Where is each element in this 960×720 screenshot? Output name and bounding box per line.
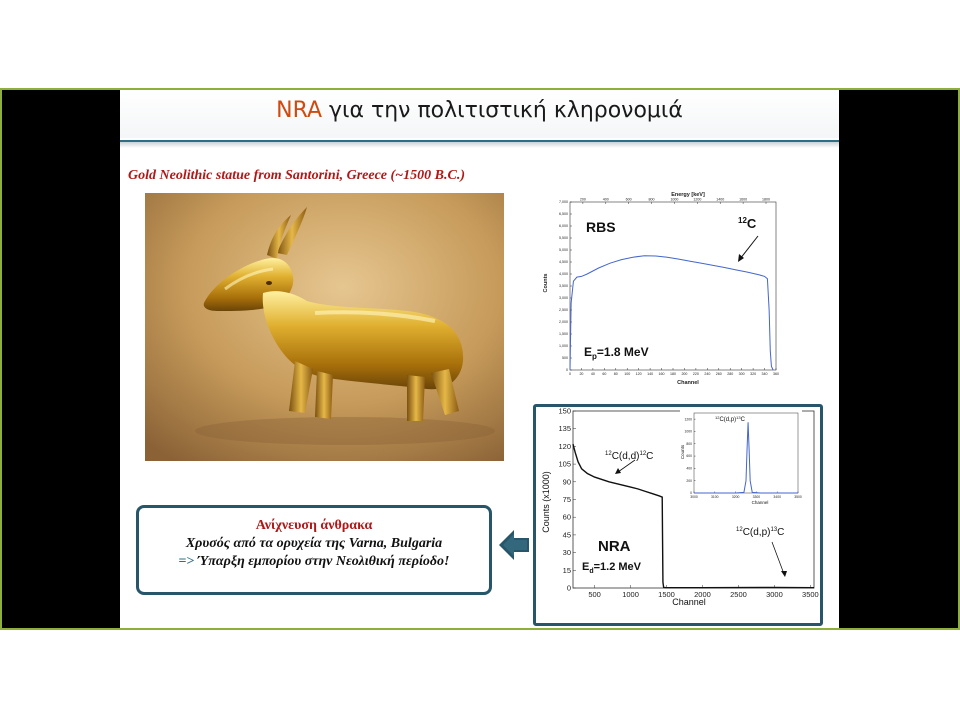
rbs-y-tick-label: 3,500 xyxy=(559,284,568,289)
nra-x-tick-label: 500 xyxy=(588,590,601,599)
rbs-label: RBS xyxy=(586,219,616,235)
rbs-x-tick-label: 360 xyxy=(773,372,779,377)
callout-arrow-symbol: => xyxy=(178,554,195,569)
rbs-energy-e: E xyxy=(584,345,593,359)
rbs-y-tick-label: 1,000 xyxy=(559,344,568,349)
rbs-x-tick-label: 0 xyxy=(569,372,571,377)
inset-annot-m2: 13 xyxy=(736,415,741,420)
rbs-x-tick-label: 340 xyxy=(761,372,768,377)
rbs-top-tick-label: 1400 xyxy=(716,197,725,202)
slide xyxy=(120,90,839,628)
rbs-y-tick-label: 2,500 xyxy=(559,308,568,313)
svg-text:12C(d,d)12C xyxy=(605,451,653,462)
nra-energy-sub: d xyxy=(589,568,594,575)
rbs-top-tick-label: 600 xyxy=(625,197,632,202)
rbs-x-tick-label: 60 xyxy=(602,372,607,377)
nra-y-tick-label: 105 xyxy=(558,459,571,469)
rbs-x-tick-label: 200 xyxy=(681,372,688,377)
inset-x-label: Channel xyxy=(751,500,769,505)
rbs-x-tick-label: 120 xyxy=(635,372,642,377)
nra-x-tick-label: 1500 xyxy=(658,590,675,599)
rbs-x-tick-label: 80 xyxy=(613,372,618,377)
rbs-y-tick-label: 0 xyxy=(566,368,568,373)
inset-x-tick-label: 3500 xyxy=(794,494,802,499)
rbs-top-axis-label: Energy [keV] xyxy=(671,192,705,198)
rbs-top-tick-label: 200 xyxy=(579,197,586,202)
title-shadow xyxy=(120,142,839,148)
nra-x-tick-label: 2000 xyxy=(694,590,711,599)
left-arrow-icon xyxy=(497,527,531,563)
nra-y-tick-label: 135 xyxy=(558,424,571,434)
nra-y-tick-label: 45 xyxy=(562,530,571,540)
inset-y-tick-label: 1000 xyxy=(684,429,692,434)
rbs-top-tick-label: 800 xyxy=(648,197,655,202)
nra-x-tick-label: 3500 xyxy=(802,590,819,599)
rbs-annot-mass: 12 xyxy=(738,216,747,225)
inset-y-tick-label: 1200 xyxy=(684,417,692,422)
nra-y-tick-label: 15 xyxy=(562,565,571,575)
svg-text:12C(d,p)13C xyxy=(715,415,746,423)
inset-annot-m1: 12 xyxy=(715,415,720,420)
rbs-top-tick-label: 1000 xyxy=(670,197,679,202)
rbs-energy-value: =1.8 MeV xyxy=(596,345,649,359)
rbs-y-tick-label: 6,500 xyxy=(559,212,568,217)
rbs-energy-sub: p xyxy=(592,352,597,361)
nra-energy-e: E xyxy=(582,561,590,573)
rbs-x-tick-label: 280 xyxy=(727,372,734,377)
rbs-x-tick-label: 160 xyxy=(658,372,665,377)
inset-x-tick-label: 3200 xyxy=(731,494,740,499)
rbs-x-tick-label: 100 xyxy=(624,372,631,377)
rbs-x-tick-label: 240 xyxy=(704,372,711,377)
rbs-y-tick-label: 2,000 xyxy=(559,320,568,325)
inset-y-label: Counts xyxy=(680,444,685,460)
nra-y-tick-label: 30 xyxy=(562,548,571,558)
rbs-y-label: Counts xyxy=(543,273,549,293)
carbon-detection-callout xyxy=(136,505,492,595)
nra-x-tick-label: 1000 xyxy=(622,590,639,599)
nra-y-tick-label: 60 xyxy=(562,512,571,522)
rbs-x-tick-label: 300 xyxy=(738,372,745,377)
title-highlight: NRA xyxy=(276,98,323,123)
nra-label: NRA xyxy=(598,538,631,555)
inset-annot-b: C xyxy=(740,417,745,423)
nra-y-tick-label: 90 xyxy=(562,477,571,487)
nra-x-tick-label: 2500 xyxy=(730,590,747,599)
rbs-y-tick-label: 500 xyxy=(562,356,568,361)
photo-caption: Gold Neolithic statue from Santorini, Greece (~1500 B.C.) xyxy=(128,168,465,183)
callout-line3-text: Ύπαρξη εμπορίου στην Νεολιθική περίοδο! xyxy=(194,554,450,569)
rbs-y-tick-label: 6,000 xyxy=(559,224,568,229)
rbs-y-tick-label: 5,000 xyxy=(559,248,568,253)
rbs-x-tick-label: 20 xyxy=(579,372,584,377)
inset-y-tick-label: 400 xyxy=(686,466,692,471)
goat-statue-photo xyxy=(145,193,504,461)
rbs-x-tick-label: 220 xyxy=(692,372,699,377)
nra-annot1-b: C xyxy=(646,451,654,462)
nra-annot1-a: C(d,d) xyxy=(611,451,640,462)
rbs-y-tick-label: 5,500 xyxy=(559,236,568,241)
rbs-top-tick-label: 1600 xyxy=(739,197,748,202)
nra-x-label: Channel xyxy=(672,597,706,607)
inset-x-tick-label: 3400 xyxy=(773,494,781,499)
title-text: για την πολιτιστική κληρονομιά xyxy=(322,98,683,123)
nra-annot2-a: C(d,p) xyxy=(742,527,771,538)
nra-spectrum-chart xyxy=(536,407,820,623)
nra-x-tick-label: 3000 xyxy=(766,590,783,599)
nra-annot2-m2: 13 xyxy=(770,527,778,533)
nra-annot1-m1: 12 xyxy=(605,451,612,457)
rbs-x-tick-label: 180 xyxy=(670,372,676,377)
rbs-y-tick-label: 7,000 xyxy=(559,200,568,205)
callout-line2: Χρυσός από τα ορυχεία της Varna, Bulgaria xyxy=(185,536,443,551)
rbs-top-tick-label: 400 xyxy=(602,197,609,202)
svg-text:12C(d,p)13C xyxy=(736,527,784,538)
rbs-y-tick-label: 1,500 xyxy=(559,332,568,337)
rbs-x-tick-label: 40 xyxy=(590,372,595,377)
nra-y-tick-label: 75 xyxy=(562,495,571,504)
nra-annot2-b: C xyxy=(777,527,785,538)
nra-y-label: Counts (x1000) xyxy=(541,471,551,533)
rbs-y-tick-label: 4,500 xyxy=(559,260,568,265)
inset-y-tick-label: 800 xyxy=(686,441,692,446)
slide-title xyxy=(120,98,839,123)
nra-y-tick-label: 0 xyxy=(566,583,571,593)
inset-x-tick-label: 3000 xyxy=(690,494,698,499)
rbs-y-tick-label: 3,000 xyxy=(559,296,568,301)
inset-annot-a: C(d,p) xyxy=(719,417,737,423)
inset-y-tick-label: 0 xyxy=(690,491,692,496)
rbs-annot-element: C xyxy=(746,216,757,231)
inset-background xyxy=(680,409,802,505)
nra-energy-value: =1.2 MeV xyxy=(593,561,642,573)
rbs-top-tick-label: 1800 xyxy=(762,197,770,202)
rbs-y-tick-label: 4,000 xyxy=(559,272,568,277)
nra-y-tick-label: 120 xyxy=(558,441,571,451)
rbs-x-label: Channel xyxy=(677,380,699,386)
rbs-spectrum-chart xyxy=(530,188,806,390)
rbs-top-tick-label: 1200 xyxy=(693,197,702,202)
rbs-x-tick-label: 320 xyxy=(750,372,757,377)
inset-y-tick-label: 200 xyxy=(686,478,692,483)
nra-annot1-m2: 12 xyxy=(639,451,647,457)
nra-annot2-m1: 12 xyxy=(736,527,743,533)
rbs-x-tick-label: 140 xyxy=(647,372,654,377)
nra-chart-frame xyxy=(533,404,823,626)
rbs-x-tick-label: 260 xyxy=(715,372,722,377)
callout-heading: Ανίχνευση άνθρακα xyxy=(255,518,373,533)
callout-line3 xyxy=(139,554,489,570)
inset-x-tick-label: 3300 xyxy=(752,494,761,499)
inset-x-tick-label: 3100 xyxy=(711,494,719,499)
inset-y-tick-label: 600 xyxy=(686,454,692,459)
nra-y-tick-label: 150 xyxy=(558,407,571,416)
